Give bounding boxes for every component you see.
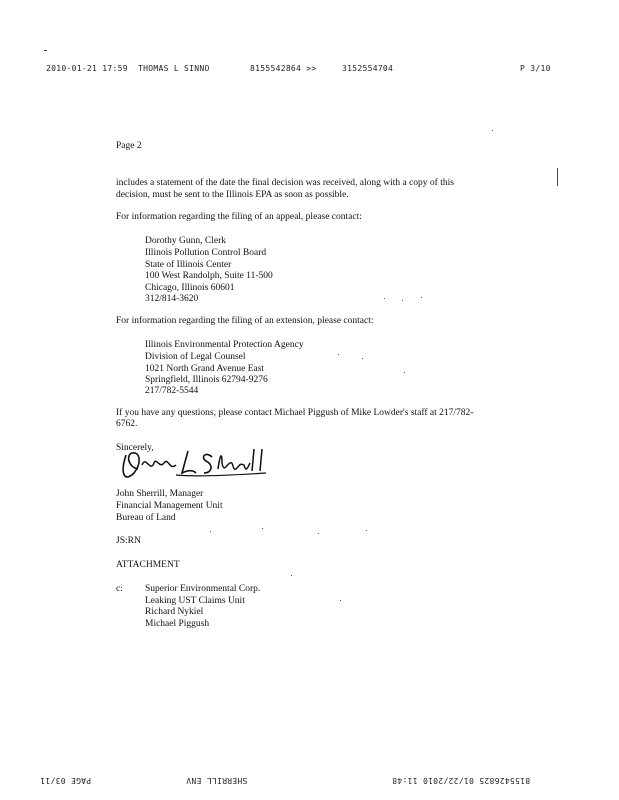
appeal-contact-line: Dorothy Gunn, Clerk (145, 236, 227, 246)
scan-artifact (421, 297, 422, 298)
signer-line: John Sherrill, Manager (116, 489, 204, 499)
intro-line-1: includes a statement of the date the final decision was received, along with a copy of this (116, 178, 454, 188)
questions-line-2: 6762. (116, 419, 138, 429)
signer-line: Bureau of Land (116, 513, 176, 523)
scan-artifact (318, 533, 319, 534)
scan-artifact (262, 528, 263, 529)
initials: JS:RN (116, 536, 141, 546)
scan-artifact (340, 600, 341, 601)
page-label: Page 2 (116, 141, 142, 151)
appeal-contact-line: 312/814-3620 (145, 294, 199, 304)
appeal-contact-line: State of Illinois Center (145, 260, 232, 270)
extension-contact-line: 1021 North Grand Avenue East (145, 364, 265, 374)
appeal-contact-line: 100 West Randolph, Suite 11-500 (145, 271, 273, 281)
footer-page: PAGE 03/11 (40, 776, 92, 785)
scan-artifact (557, 168, 558, 186)
scan-artifact (291, 575, 292, 576)
cc-item: Superior Environmental Corp. (145, 584, 261, 594)
scan-artifact (404, 372, 405, 373)
scan-artifact (44, 50, 47, 51)
extension-contact-line: Springfield, Illinois 62794-9276 (145, 375, 268, 385)
fax-from-number: 8155542864 >> (250, 64, 317, 73)
fax-date-time: 2010-01-21 17:59 (46, 64, 128, 73)
footer-number-time: 8155426825 01/22/2010 11:48 (392, 776, 531, 785)
extension-heading: For information regarding the filing of an extension, please contact: (116, 316, 374, 326)
intro-line-2: decision, must be sent to the Illinois EPA as soon as possible. (116, 190, 349, 200)
handwritten-signature (116, 443, 276, 489)
extension-contact-line: Division of Legal Counsel (145, 352, 246, 362)
questions-line-1: If you have any questions, please contact Michael Piggush of Mike Lowder's staff at 217/782- (116, 408, 474, 418)
scan-artifact (384, 298, 385, 299)
cc-item: Leaking UST Claims Unit (145, 596, 245, 606)
scan-artifact (338, 354, 339, 355)
scan-artifact (492, 130, 493, 131)
appeal-heading: For information regarding the filing of an appeal, please contact: (116, 212, 362, 222)
attachment-label: ATTACHMENT (116, 560, 180, 570)
cc-item: Richard Nykiel (145, 607, 204, 617)
fax-sender: THOMAS L SINNO (138, 64, 210, 73)
appeal-contact-line: Chicago, Illinois 60601 (145, 283, 235, 293)
footer-sender: SHERRILL ENV (186, 776, 248, 785)
fax-page-number: P 3/10 (520, 64, 551, 73)
fax-to-number: 3152554704 (342, 64, 394, 73)
scan-artifact (402, 300, 403, 301)
scan-artifact (210, 531, 211, 532)
extension-contact-line: 217/782-5544 (145, 386, 199, 396)
appeal-contact-line: Illinois Pollution Control Board (145, 248, 267, 258)
scan-artifact (362, 358, 363, 359)
cc-item: Michael Piggush (145, 619, 210, 629)
scan-artifact (366, 530, 367, 531)
closing: Sincerely, (116, 443, 154, 453)
cc-label: c: (116, 584, 123, 594)
signer-line: Financial Management Unit (116, 501, 223, 511)
extension-contact-line: Illinois Environmental Protection Agency (145, 340, 304, 350)
